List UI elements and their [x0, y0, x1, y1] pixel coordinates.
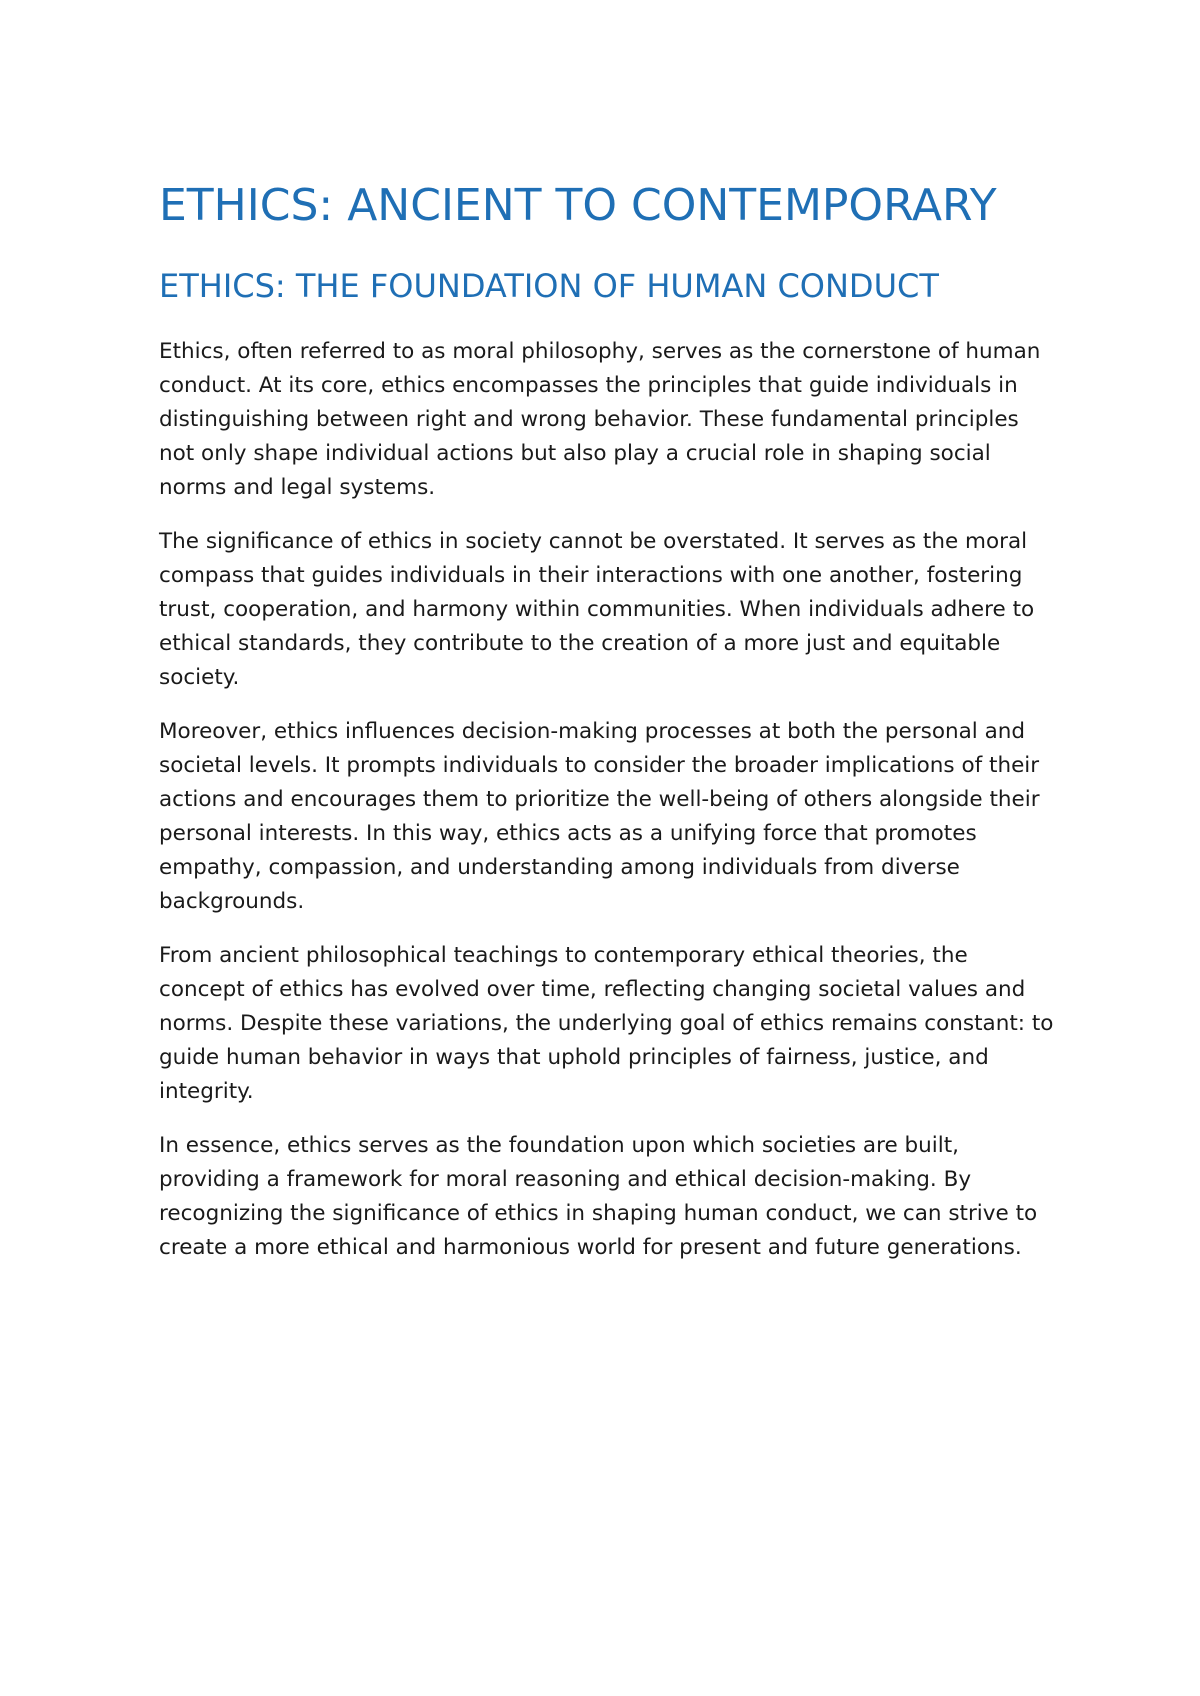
document-title: ETHICS: ANCIENT TO CONTEMPORARY — [159, 180, 997, 231]
body-paragraph: In essence, ethics serves as the foundation upon which societies are built, providing a framework for moral reasoning and ethical decision-making. By recognizing the significance of ethics in shaping human conduct, we can strive to create a more ethical and harmonious world for present and future generations. — [159, 1133, 1038, 1261]
section-heading: ETHICS: THE FOUNDATION OF HUMAN CONDUCT — [159, 266, 939, 305]
body-paragraph: Ethics, often referred to as moral philosophy, serves as the cornerstone of human conduct. At its core, ethics encompasses the principles that guide individuals in distinguishing between right and wrong behavior. These fundamental principles not only shape individual actions but also play a crucial role in shaping social norms and legal systems. — [159, 339, 1041, 501]
body-paragraph: From ancient philosophical teachings to contemporary ethical theories, the concept of ethics has evolved over time, reflecting changing societal values and norms. Despite these variations, the underlying goal of ethics remains constant: to guide human behavior in ways that uphold principles of fairness, justice, and integrity. — [159, 943, 1054, 1105]
document-content — [159, 180, 1059, 1285]
body-paragraph: Moreover, ethics influences decision-making processes at both the personal and societal levels. It prompts individuals to consider the broader implications of their actions and encourages them to prioritize the well-being of others alongside their personal interests. In this way, ethics acts as a unifying force that promotes empathy, compassion, and understanding among individuals from diverse backgrounds. — [159, 719, 1040, 915]
body-paragraph: The significance of ethics in society cannot be overstated. It serves as the moral compass that guides individuals in their interactions with one another, fostering trust, cooperation, and harmony within communities. When individuals adhere to ethical standards, they contribute to the creation of a more just and equitable society. — [159, 529, 1035, 691]
